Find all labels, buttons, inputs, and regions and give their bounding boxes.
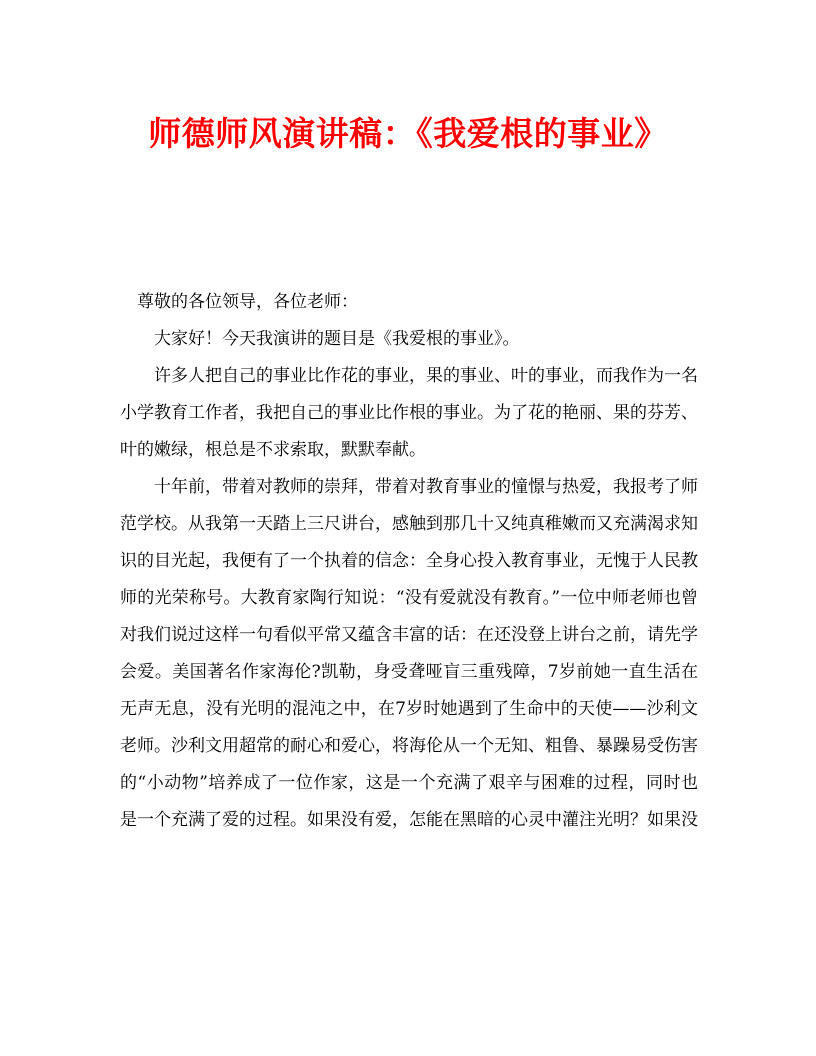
greeting-paragraph: 大家好！今天我演讲的题目是《我爱根的事业》。 <box>154 329 520 349</box>
body-paragraph: 许多人把自己的事业比作花的事业，果的事业、叶的事业，而我作为一名小学教育工作者，我把自己的事业比作根的事业。为了花的艳丽、果的芬芳、叶的嫩绿，根总是不求索取，默默奉献。 <box>120 366 698 460</box>
salutation-paragraph: 尊敬的各位领导，各位老师： <box>137 292 358 312</box>
body-paragraph: 十年前，带着对教师的崇拜，带着对教育事业的憧憬与热爱，我报考了师范学校。从我第一天踏上三尺讲台，感触到那几十又纯真稚嫩而又充满渴求知识的目光起，我便有了一个执着的信念：全身心投入教育事业，无愧于人民教师的光荣称号。大教育家陶行知说：“没有爱就没有教育。”一位中师老师也曾对我们说过这样一句看似平常又蕴含丰富的话：在还没登上讲台之前，请先学会爱。美国著名作家海伦?凯勒，身受聋哑盲三重残障，7岁前她一直生活在无声无息，没有光明的混沌之中，在7岁时她遇到了生命中的天使——沙利文老师。沙利文用超常的耐心和爱心，将海伦从一个无知、粗鲁、暴躁易受伤害的“小动物”培养成了一位作家，这是一个充满了艰辛与困难的过程，同时也是一个充满了爱的过程。如果没有爱，怎能在黑暗的心灵中灌注光明？如果没 <box>120 477 698 830</box>
document-title: 师德师风演讲稿：《我爱根的事业》 <box>148 114 668 153</box>
document-body <box>120 284 698 839</box>
